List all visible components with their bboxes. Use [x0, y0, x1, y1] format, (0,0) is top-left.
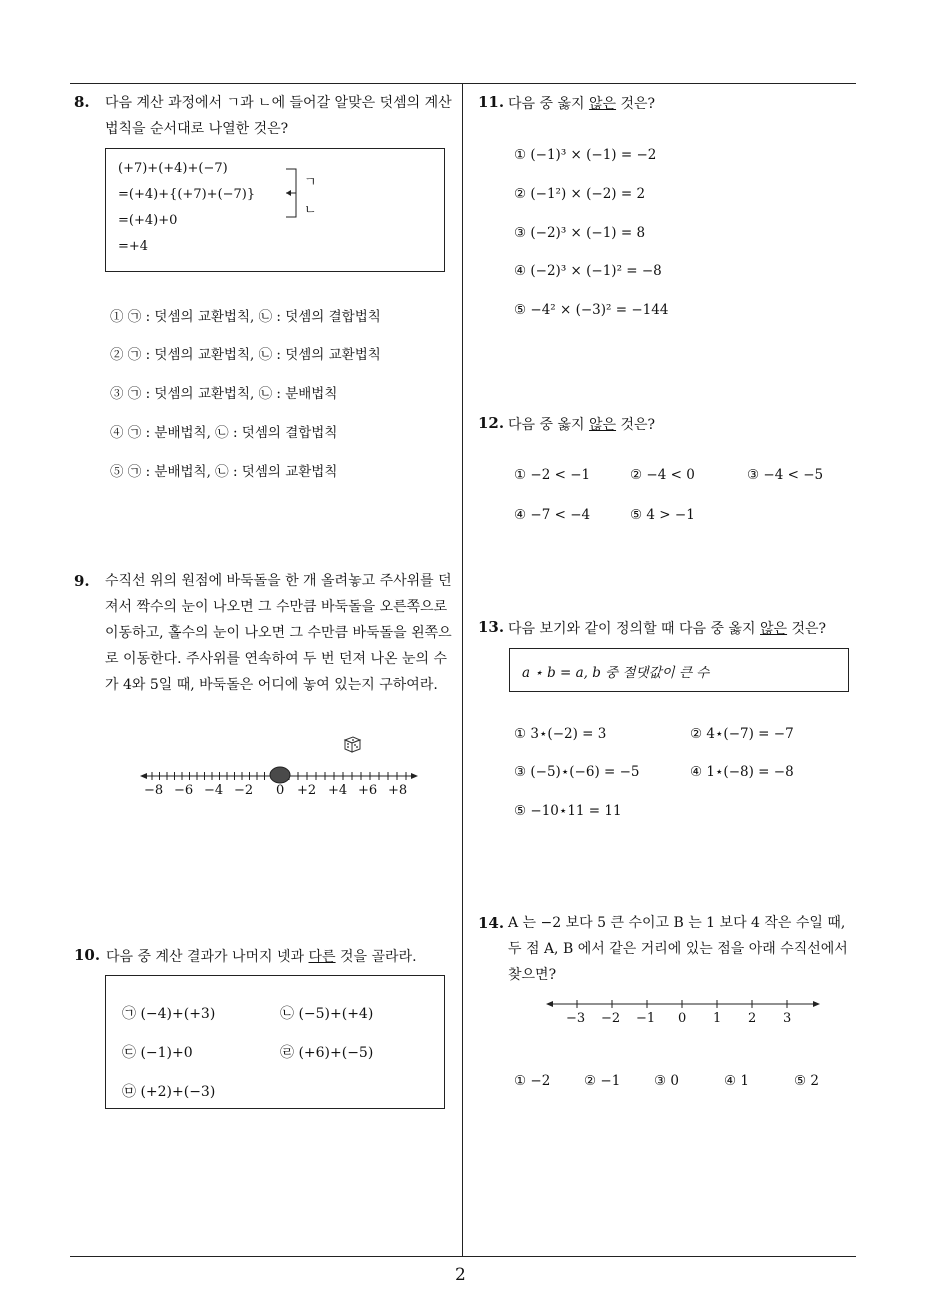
q8-box-line: =(+4)+0	[118, 213, 178, 228]
q14-tick-label: 1	[713, 1011, 722, 1026]
q11-stem	[508, 93, 655, 113]
q12-number: 12.	[478, 414, 505, 432]
q9-tick-label: +4	[328, 783, 348, 798]
q8-box-line: (+7)+(+4)+(−7)	[118, 161, 228, 176]
q11-choice-3[interactable]: ③ (−2)³ × (−1) = 8	[514, 225, 646, 241]
q8-choice-3[interactable]: ③ ㉠ : 덧셈의 교환법칙, ㉡ : 분배법칙	[110, 386, 338, 402]
q14-tick-label: 2	[748, 1011, 757, 1026]
q13-stem	[508, 618, 826, 638]
q13-choice-1[interactable]: ① 3⋆(−2) = 3	[514, 726, 607, 742]
q11-choice-1[interactable]: ① (−1)³ × (−1) = −2	[514, 147, 657, 163]
q12-stem-emphasis: 않은	[588, 417, 617, 433]
q14-choice-5[interactable]: ⑤ 2	[794, 1073, 819, 1089]
q14-stem: A 는 −2 보다 5 큰 수이고 B 는 1 보다 4 작은 수일 때, 두 점 A, B 에서 같은 거리에 있는 점을 아래 수직선에서 찾으면?	[508, 915, 848, 983]
q13-stem-text: 다음 보기와 같이 정의할 때 다음 중 옳지	[508, 621, 760, 637]
q9-tick-label: +6	[358, 783, 378, 798]
q8-box-line: =(+4)+{(+7)+(−7)}	[118, 187, 256, 202]
q11-choice-2[interactable]: ② (−1²) × (−2) = 2	[514, 186, 646, 202]
q9-tick-label: −6	[174, 783, 194, 798]
q14-tick-label: 0	[678, 1011, 687, 1026]
q9-tick-label: −2	[234, 783, 254, 798]
q10-item: ㉠ (−4)+(+3)	[122, 1006, 216, 1022]
q14-tick-label: −1	[636, 1011, 656, 1026]
top-rule	[70, 83, 856, 84]
q9-stem: 수직선 위의 원점에 바둑돌을 한 개 올려놓고 주사위를 던져서 짝수의 눈이 나오면 그 수만큼 바둑돌을 오른쪽으로 이동하고, 홀수의 눈이 나오면 그 수만큼 바둑돌을 왼쪽으로 이동한다. 주사위를 연속하여 두 번 던져 나온 눈의 수가 4와 5일 때, 바둑돌은 어디에 놓여 있는지 구하여라.	[105, 573, 452, 693]
q11-choice-5[interactable]: ⑤ −4² × (−3)² = −144	[514, 302, 669, 318]
q13-choice-3[interactable]: ③ (−5)⋆(−6) = −5	[514, 764, 640, 780]
q14-number: 14.	[478, 914, 505, 932]
q12-stem-text: 것은?	[616, 417, 656, 433]
q13-choice-5[interactable]: ⑤ −10⋆11 = 11	[514, 803, 622, 819]
q10-item: ㉡ (−5)+(+4)	[280, 1006, 374, 1022]
q14-choice-4[interactable]: ④ 1	[724, 1073, 749, 1089]
q10-stem-text: 것을 골라라.	[335, 949, 417, 965]
q10-item: ㉤ (+2)+(−3)	[122, 1084, 216, 1100]
q8-label-b: ㄴ	[304, 203, 317, 218]
q13-choice-2[interactable]: ② 4⋆(−7) = −7	[690, 726, 794, 742]
q11-number: 11.	[478, 93, 505, 111]
q8-choice-2[interactable]: ② ㉠ : 덧셈의 교환법칙, ㉡ : 덧셈의 교환법칙	[110, 347, 381, 363]
q8-stem: 다음 계산 과정에서 ㄱ과 ㄴ에 들어갈 알맞은 덧셈의 계산 법칙을 순서대로 나열한 것은?	[105, 95, 452, 137]
q11-choice-4[interactable]: ④ (−2)³ × (−1)² = −8	[514, 263, 662, 279]
q8-box	[105, 148, 445, 272]
q8-box-line: =+4	[118, 239, 149, 254]
q12-stem-text: 다음 중 옳지	[508, 417, 589, 433]
q8-number: 8.	[74, 93, 90, 111]
q14-tick-label: −2	[601, 1011, 621, 1026]
q13-number: 13.	[478, 618, 505, 636]
q10-box	[105, 975, 445, 1109]
q11-stem-emphasis: 않은	[588, 96, 617, 112]
dice-icon	[342, 734, 362, 754]
q14-tick-label: −3	[566, 1011, 586, 1026]
q14-tick-label: 3	[783, 1011, 792, 1026]
q12-choice-1[interactable]: ① −2 < −1	[514, 467, 591, 483]
bottom-rule	[70, 1256, 856, 1257]
q9-tick-label: +2	[297, 783, 317, 798]
q13-choice-4[interactable]: ④ 1⋆(−8) = −8	[690, 764, 794, 780]
q8-choice-5[interactable]: ⑤ ㉠ : 분배법칙, ㉡ : 덧셈의 교환법칙	[110, 464, 338, 480]
q13-stem-text: 것은?	[787, 621, 827, 637]
q11-stem-text: 다음 중 옳지	[508, 96, 589, 112]
q12-choice-5[interactable]: ⑤ 4 > −1	[630, 507, 695, 523]
column-divider	[462, 83, 463, 1256]
q12-stem	[508, 414, 655, 434]
q9-tick-label: +8	[388, 783, 408, 798]
q10-item: ㉢ (−1)+0	[122, 1045, 193, 1061]
q13-stem-emphasis: 않은	[760, 621, 788, 637]
q12-choice-2[interactable]: ② −4 < 0	[630, 467, 695, 483]
q8-label-a: ㄱ	[304, 175, 317, 190]
go-stone-icon	[270, 767, 290, 783]
q10-stem-emphasis: 다른	[308, 949, 336, 965]
q13-definition-box	[509, 648, 849, 692]
q13-definition: a ⋆ b = a, b 중 절댓값이 큰 수	[522, 665, 710, 681]
q14-choice-2[interactable]: ② −1	[584, 1073, 621, 1089]
q12-choice-4[interactable]: ④ −7 < −4	[514, 507, 591, 523]
q14-choice-1[interactable]: ① −2	[514, 1073, 551, 1089]
q9-tick-label: −4	[204, 783, 224, 798]
q11-stem-text: 것은?	[616, 96, 656, 112]
q10-item: ㉣ (+6)+(−5)	[280, 1045, 374, 1061]
q8-choice-4[interactable]: ④ ㉠ : 분배법칙, ㉡ : 덧셈의 결합법칙	[110, 425, 338, 441]
q10-number: 10.	[74, 946, 101, 964]
q12-choice-3[interactable]: ③ −4 < −5	[747, 467, 824, 483]
q10-stem	[106, 946, 417, 966]
q8-choice-1[interactable]: ① ㉠ : 덧셈의 교환법칙, ㉡ : 덧셈의 결합법칙	[110, 309, 381, 325]
q10-stem-text: 다음 중 계산 결과가 나머지 넷과	[106, 949, 309, 965]
q9-tick-label: −8	[144, 783, 164, 798]
q14-choice-3[interactable]: ③ 0	[654, 1073, 679, 1089]
page-number: 2	[455, 1265, 466, 1285]
q9-tick-label: 0	[276, 783, 285, 798]
q9-number: 9.	[74, 572, 90, 590]
